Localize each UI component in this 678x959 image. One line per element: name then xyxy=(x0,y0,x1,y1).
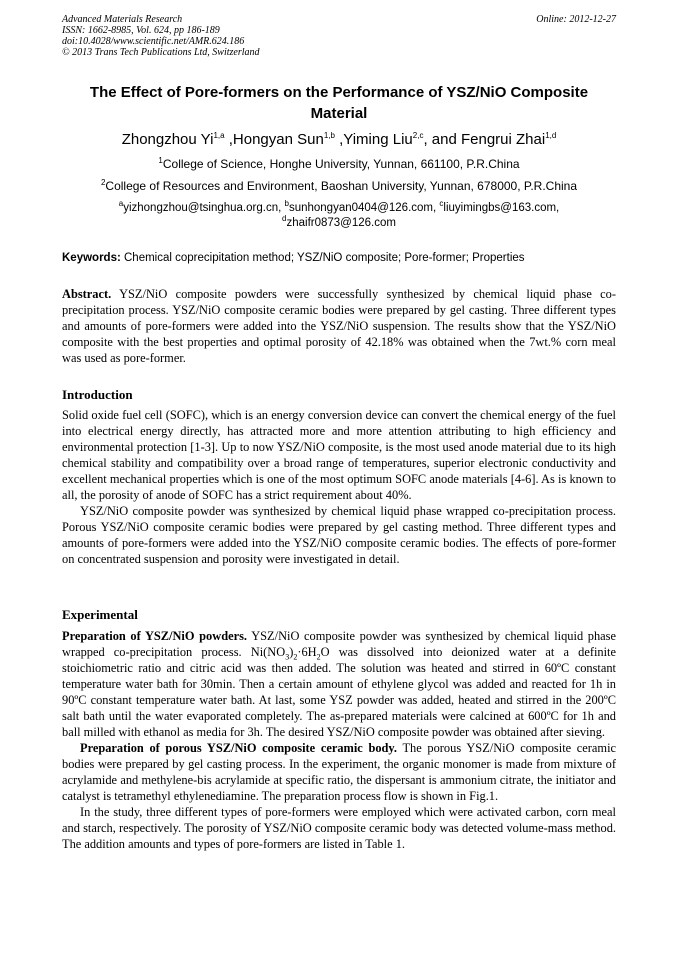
author-sup: 2,c xyxy=(412,131,424,140)
subsection-label: Preparation of porous YSZ/NiO composite ceramic body. xyxy=(80,741,398,755)
author-sup: 1,a xyxy=(213,131,225,140)
subscript: 2 xyxy=(293,652,298,662)
abstract xyxy=(62,286,616,366)
paragraph xyxy=(62,628,616,740)
introduction-body xyxy=(62,407,616,567)
keywords xyxy=(62,251,616,266)
keywords-label: Keywords: xyxy=(62,252,121,264)
email-sup: b xyxy=(284,199,289,209)
author-name: Fengrui Zhai xyxy=(460,131,546,148)
online-date: Online: 2012-12-27 xyxy=(536,14,616,25)
experimental-heading: Experimental xyxy=(62,607,138,622)
abstract-text: YSZ/NiO composite powders were successfully synthesized by chemical liquid phase co-precipitation process. YSZ/NiO composite ceramic bodies were prepared by gel casting. Three different types and amounts of pore-formers were added into the YSZ/NiO suspension. The results show that the YSZ/NiO composite with the best properties and optimal porosity of 42.18% was obtained when the 7wt.% corn meal was used as pore-former. xyxy=(62,287,616,365)
affiliation-text: College of Science, Honghe University, Yunnan, 661100, P.R.China xyxy=(162,157,520,171)
author-list xyxy=(62,130,616,150)
subscript: 2 xyxy=(316,652,321,662)
email-sup: c xyxy=(439,199,444,209)
author-name: Yiming Liu xyxy=(343,131,413,148)
author-sup: 1,d xyxy=(545,131,557,140)
paragraph xyxy=(62,740,616,804)
paragraph: In the study, three different types of pore-formers were employed which were activated carbon, corn meal and starch, respectively. The porosity of YSZ/NiO composite ceramic body was detected volume-mass method. The addition amounts and types of pore-formers are listed in Table 1. xyxy=(62,805,616,851)
author-sep: , xyxy=(224,131,233,148)
affiliation-2 xyxy=(62,179,616,194)
abstract-label: Abstract. xyxy=(62,287,112,301)
email-c[interactable]: liuyimingbs@163.com, xyxy=(443,202,560,214)
paragraph-text: YSZ/NiO composite powder was synthesized by chemical liquid phase wrapped co-precipitation process. Ni(NO xyxy=(62,629,617,659)
introduction-heading: Introduction xyxy=(62,387,133,402)
subscript: 3 xyxy=(285,652,290,662)
author-name: Zhongzhou Yi xyxy=(121,131,214,148)
subsection-label: Preparation of YSZ/NiO powders. xyxy=(62,629,248,643)
experimental-body xyxy=(62,628,616,852)
journal-header xyxy=(62,14,616,58)
author-sep: , xyxy=(334,131,344,148)
issn-line: ISSN: 1662-8985, Vol. 624, pp 186-189 xyxy=(62,25,220,36)
journal-name: Advanced Materials Research xyxy=(62,14,183,25)
affiliation-text: College of Resources and Environment, Baoshan University, Yunnan, 678000, P.R.China xyxy=(105,179,578,193)
paragraph: Solid oxide fuel cell (SOFC), which is an energy conversion device can convert the chemical energy of the fuel into electrical energy directly, has attracted more and more attention attributing to high efficiency and environmental protection [1-3]. Up to now YSZ/NiO composite, is the most used anode material due to its high chemical stability and compatibility over a broad range of temperatures, superior electronic conductivity and excellent mechanical properties which is one of the most optimum SOFC anode materials [4-6]. As is known to all, the porosity of anode of SOFC has a strict requirement about 40%. xyxy=(62,408,616,502)
paragraph-text: ) xyxy=(289,645,294,659)
email-d[interactable]: zhaifr0873@126.com xyxy=(286,217,396,229)
doi-line: doi:10.4028/www.scientific.net/AMR.624.186 xyxy=(62,36,245,47)
affiliation-sup: 2 xyxy=(100,178,106,187)
keywords-text: Chemical coprecipitation method; YSZ/NiO composite; Pore-former; Properties xyxy=(124,252,525,264)
paragraph: YSZ/NiO composite powder was synthesized by chemical liquid phase wrapped co-precipitation process. Porous YSZ/NiO composite ceramic bodies were prepared by gel casting method. Three different types and amounts of pore-formers were added into the YSZ/NiO composite ceramic bodies. The effects of pore-former on concentrated suspension and porosity were investigated in detail. xyxy=(62,504,616,566)
affiliation-1 xyxy=(62,157,616,172)
paragraph-text: O was dissolved into deionized water at a definite stoichiometric ratio and citric acid was then added. The solution was heated and stirred in 60ºC constant temperature water bath for 30min. Then a certain amount of ethylene glycol was added and reacted for 1h in 90ºC constant temperature water bath. At last, some YSZ powder was added, heated and stirred in the 200ºC salt bath until the water evaporated completely. The as-prepared materials were calcined at 600ºC for 1h and ball milled with ethanol as media for 3h. The desired YSZ/NiO composite powder was obtained after sieving. xyxy=(62,645,616,739)
author-emails xyxy=(62,201,616,231)
paper-title: The Effect of Pore-formers on the Performance of YSZ/NiO Composite Material xyxy=(89,84,589,122)
author-sep: , and xyxy=(423,131,461,148)
email-b[interactable]: sunhongyan0404@126.com, xyxy=(288,202,437,214)
email-sup: a xyxy=(118,199,124,209)
affiliation-sup: 1 xyxy=(158,156,163,165)
author-name: Hongyan Sun xyxy=(232,131,324,148)
author-sup: 1,b xyxy=(323,131,335,140)
copyright-line: © 2013 Trans Tech Publications Ltd, Switzerland xyxy=(62,47,260,58)
email-a[interactable]: yizhongzhou@tsinghua.org.cn, xyxy=(123,202,282,214)
paragraph-text: The porous YSZ/NiO composite ceramic bodies were prepared by gel casting process. In the experiment, the organic monomer is made from mixture of acrylamide and methylene-bis acrylamide at specific ratio, the dispersant is ammonium citrate, the initiator and catalyst is tetramethyl ethylenediamine. The preparation process flow is shown in Fig.1. xyxy=(62,741,617,803)
paragraph-text: ·6H xyxy=(297,645,317,659)
email-sup: d xyxy=(282,214,287,224)
